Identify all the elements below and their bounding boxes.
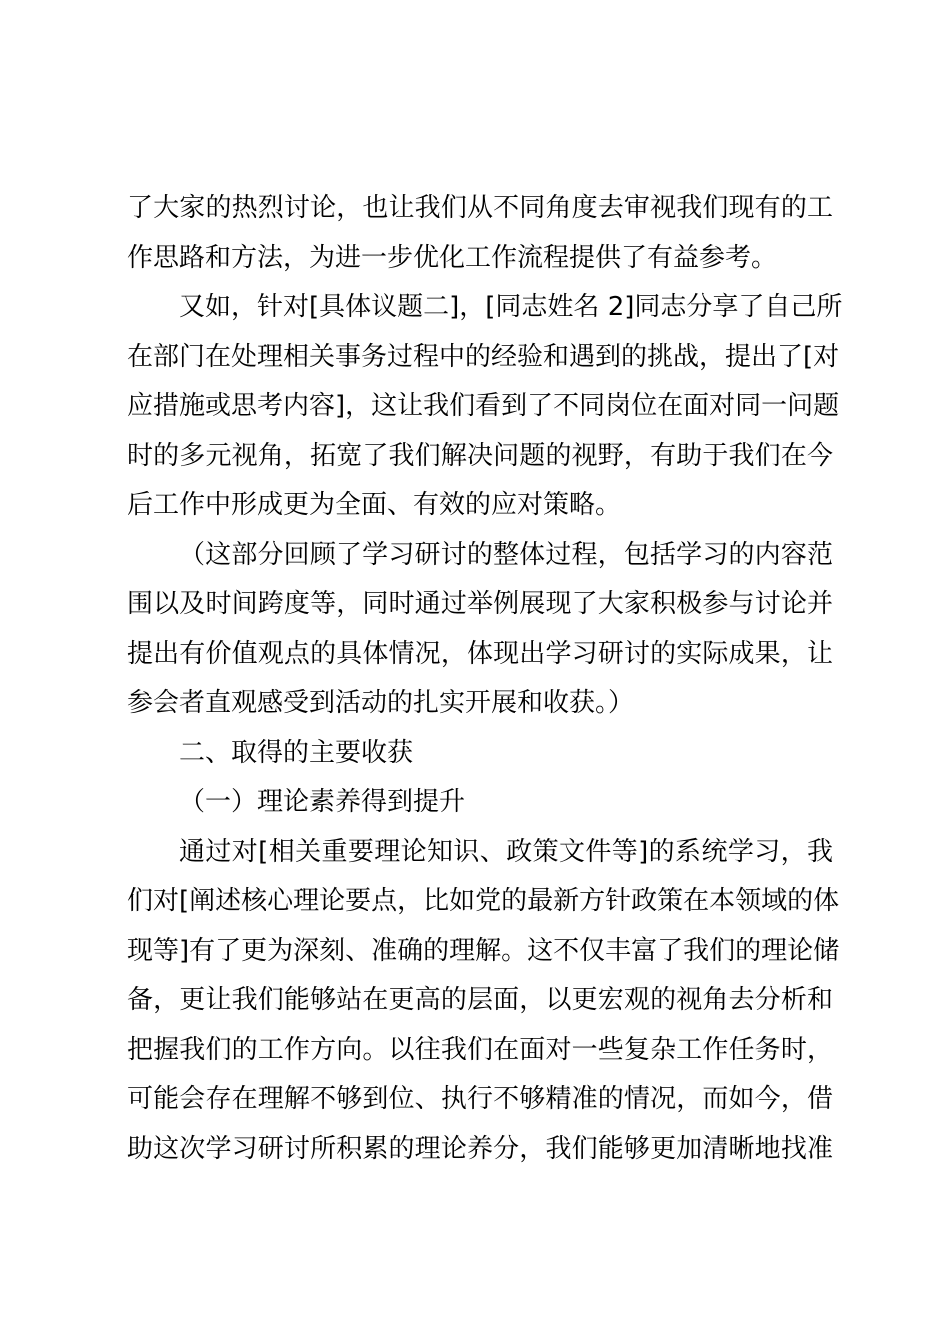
document-page [127,184,843,1174]
paragraph-note [127,531,833,729]
text-line: 们对[阐述核心理论要点，比如党的最新方针政策在本领域的体 [127,886,840,916]
text-line: 又如，针对[具体议题二]，[同志姓名 2]同志分享了自己所 [179,292,843,322]
section-heading [127,729,833,779]
text-line: 现等]有了更为深刻、准确的理解。这不仅丰富了我们的理论储 [127,935,840,966]
text-line: 把握我们的工作方向。以往我们在面对一些复杂工作任务时， [127,1034,833,1065]
heading-text: 二、取得的主要收获 [179,737,414,768]
text-line: 提出有价值观点的具体情况，体现出学习研讨的实际成果，让 [127,638,833,669]
text-line: 助这次学习研讨所积累的理论养分，我们能够更加清晰地找准 [127,1133,833,1164]
text-line: 参会者直观感受到活动的扎实开展和收获。） [127,688,635,718]
paragraph-continued [127,184,833,283]
text-line: 在部门在处理相关事务过程中的经验和遇到的挑战，提出了[对 [127,341,840,372]
text-line: 后工作中形成更为全面、有效的应对策略。 [127,490,622,520]
text-line: （这部分回顾了学习研讨的整体过程，包括学习的内容范 [179,539,833,570]
text-line: 了大家的热烈讨论，也让我们从不同角度去审视我们现有的工 [127,193,833,223]
text-line: 通过对[相关重要理论知识、政策文件等]的系统学习，我 [179,836,833,867]
text-line: 时的多元视角，拓宽了我们解决问题的视野，有助于我们在今 [127,440,833,471]
text-line: 备，更让我们能够站在更高的层面，以更宏观的视角去分析和 [127,985,833,1015]
heading-text: （一）理论素养得到提升 [179,787,466,817]
paragraph-theory [127,828,840,1175]
paragraph-example [127,283,843,531]
subsection-heading [127,778,833,828]
text-line: 围以及时间跨度等，同时通过举例展现了大家积极参与讨论并 [127,589,833,619]
text-line: 作思路和方法，为进一步优化工作流程提供了有益参考。 [127,242,778,273]
text-line: 可能会存在理解不够到位、执行不够精准的情况，而如今，借 [127,1084,833,1114]
text-line: 应措施或思考内容]，这让我们看到了不同岗位在面对同一问题 [127,391,840,421]
